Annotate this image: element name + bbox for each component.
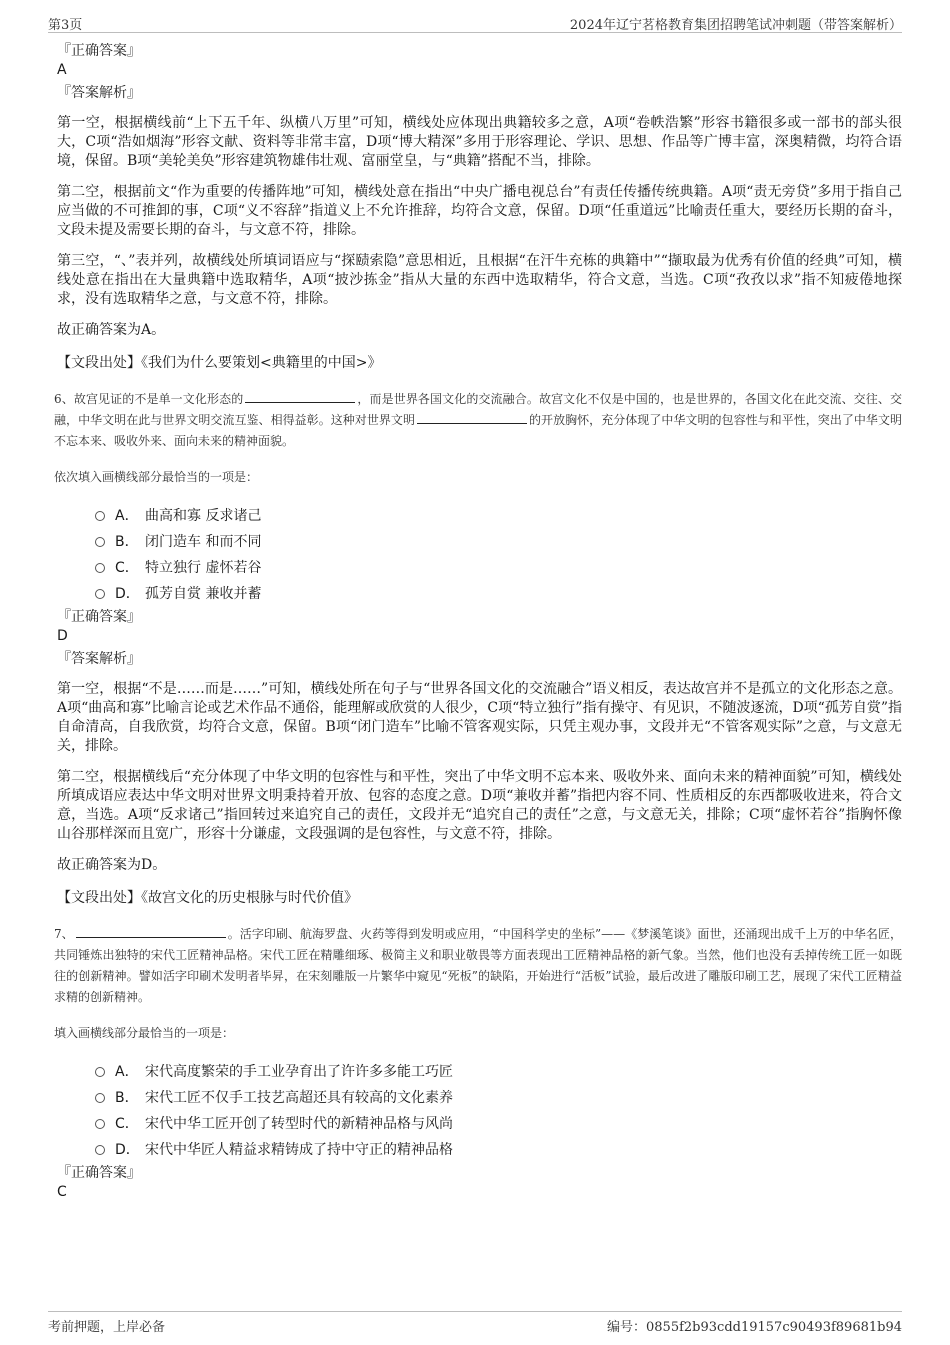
analysis-label: 『答案解析』 [57,85,141,101]
radio-icon[interactable] [95,563,105,573]
correct-answer-label: 『正确答案』 [57,43,141,59]
page-content [54,42,902,1202]
correct-answer-label: 『正确答案』 [57,609,141,625]
analysis-label: 『答案解析』 [57,651,141,667]
q6-options [95,502,902,606]
option-text: 孤芳自赏 兼收并蓄 [145,586,262,602]
q6-analysis-1: 第一空，根据“不是……而是……”可知，横线处所在句子与“世界各国文化的交流融合”语义相反，表达故宫并不是孤立的文化形态之意。A项“曲高和寡”比喻言论或艺术作品不通俗，能理解或欣赏的人很少，C项“特立独行”指有操守、有见识，不随波逐流，D项“孤芳自赏”指自命清高，自我欣赏，均符合文意，保留。B项“闭门造车”比喻不管客观实际，只凭主观办事，文段并无“不管客观实际”之意，与文意无关，排除。 [57,681,902,754]
q6-number: 6、 [54,392,74,406]
q6-blank-1 [245,390,355,403]
option-text: 宋代工匠不仅手工技艺高超还具有较高的文化素养 [145,1090,453,1106]
footer-slogan: 考前押题，上岸必备 [48,1320,166,1335]
q7-option-b[interactable] [95,1084,902,1110]
option-text: 宋代中华工匠开创了转型时代的新精神品格与风尚 [145,1116,453,1132]
q6-source: 【文段出处】《故宫文化的历史根脉与时代价值》 [57,890,358,906]
option-letter: A． [115,508,139,524]
q7-stem [54,924,902,1008]
option-text: 闭门造车 和而不同 [145,534,262,550]
q6-option-c[interactable] [95,554,902,580]
option-letter: C． [115,1116,139,1132]
page-number: 第3页 [48,18,83,33]
q6-conclusion: 故正确答案为D。 [57,857,167,873]
page-footer [48,1311,902,1336]
page-header [48,10,902,33]
q6-text-middle: ，而是世界各国文化的交流融合。故宫文化不仅是中国的，也是世界的，各国文化在此交流、交往、交融，中华文明在此与世界文明交流互鉴、相得益彰。这种对世界文明 [54,392,902,427]
q6-answer: D [57,628,68,644]
q5-answer: A [57,62,67,78]
q5-analysis-2: 第二空，根据前文“作为重要的传播阵地”可知，横线处意在指出“中央广播电视总台”有责任传播传统典籍。A项“责无旁贷”多用于指自己应当做的不可推卸的事，C项“义不容辞”指道义上不允许推辞，均符合文意，保留。D项“任重道远”比喻责任重大，要经历长期的奋斗，文段未提及需要长期的奋斗，与文意不符，排除。 [57,184,902,238]
option-text: 宋代高度繁荣的手工业孕育出了许许多多能工巧匠 [145,1064,453,1080]
q6-text-before: 故宫见证的不是单一文化形态的 [73,392,244,406]
radio-icon[interactable] [95,589,105,599]
q6-option-d[interactable] [95,580,902,606]
q6-blank-2 [417,411,527,424]
q7-blank [76,925,226,938]
q6-prompt: 依次填入画横线部分最恰当的一项是： [54,470,259,484]
q6-option-b[interactable] [95,528,902,554]
radio-icon[interactable] [95,1119,105,1129]
option-letter: D． [115,586,140,602]
q7-prompt: 填入画横线部分最恰当的一项是： [54,1026,235,1040]
radio-icon[interactable] [95,1145,105,1155]
option-text: 曲高和寡 反求诸己 [145,508,262,524]
option-text: 特立独行 虚怀若谷 [145,560,262,576]
correct-answer-label: 『正确答案』 [57,1165,141,1181]
option-letter: D． [115,1142,140,1158]
q6-option-a[interactable] [95,502,902,528]
radio-icon[interactable] [95,511,105,521]
radio-icon[interactable] [95,537,105,547]
q6-stem [54,389,902,452]
document-id: 编号：0855f2b93cdd19157c90493f89681b94 [607,1320,902,1335]
q7-option-d[interactable] [95,1136,902,1162]
q7-options [95,1058,902,1162]
option-letter: B． [115,534,139,550]
radio-icon[interactable] [95,1093,105,1103]
option-letter: C． [115,560,139,576]
radio-icon[interactable] [95,1067,105,1077]
option-letter: A． [115,1064,139,1080]
q7-option-a[interactable] [95,1058,902,1084]
q7-text: 。活字印刷、航海罗盘、火药等得到发明或应用，“中国科学史的坐标”——《梦溪笔谈》面世，还涌现出成千上万的中华名匠，共同锤炼出独特的宋代工匠精神品格。宋代工匠在精雕细琢、极简主义和职业敬畏等方面表现出工匠精神品格的新气象。当然，他们也没有丢掉传统工匠一如既往的创新精神。譬如活字印刷术发明者毕昇，在宋刻雕版一片繁华中窥见“死板”的缺陷，开始进行“活板”试验，最后改进了雕版印刷工艺，展现了宋代工匠精益求精的创新精神。 [54,927,902,1004]
q6-text-after: 的开放胸怀，充分体现了中华文明的包容性与和平性，突出了中华文明不忘本来、吸收外来、面向未来的精神面貌。 [54,413,902,448]
option-letter: B． [115,1090,139,1106]
q5-conclusion: 故正确答案为A。 [57,322,166,338]
q5-analysis-3: 第三空，“、”表并列，故横线处所填词语应与“探赜索隐”意思相近，且根据“在汗牛充栋的典籍中”“撷取最为优秀有价值的经典”可知，横线处意在指出在大量典籍中选取精华，A项“披沙拣金”指从大量的东西中选取精华，符合文意，当选。C项“孜孜以求”指不知疲倦地探求，没有选取精华之意，与文意不符，排除。 [57,253,902,307]
q7-number: 7、 [54,927,74,941]
option-text: 宋代中华匠人精益求精铸成了持中守正的精神品格 [145,1142,453,1158]
q7-option-c[interactable] [95,1110,902,1136]
q5-source: 【文段出处】《我们为什么要策划<典籍里的中国>》 [57,355,382,371]
q7-answer: C [57,1184,67,1200]
q5-analysis-1: 第一空，根据横线前“上下五千年、纵横八万里”可知，横线处应体现出典籍较多之意，A项“卷帙浩繁”形容书籍很多或一部书的部头很大，C项“浩如烟海”形容文献、资料等非常丰富，D项“博大精深”多用于形容理论、学识、思想、作品等广博丰富，深奥精微，均符合语境，保留。B项“美轮美奂”形容建筑物雄伟壮观、富丽堂皇，与“典籍”搭配不当，排除。 [57,115,902,169]
document-title: 2024年辽宁茗格教育集团招聘笔试冲刺题（带答案解析） [569,18,902,33]
q6-analysis-2: 第二空，根据横线后“充分体现了中华文明的包容性与和平性，突出了中华文明不忘本来、吸收外来、面向未来的精神面貌”可知，横线处所填成语应表达中华文明对世界文明秉持着开放、包容的态度之意。D项“兼收并蓄”指把内容不同、性质相反的东西都吸收进来，符合文意，当选。A项“反求诸己”指回转过来追究自己的责任，文段并无“追究自己的责任”之意，与文意无关，排除；C项“虚怀若谷”指胸怀像山谷那样深而且宽广，形容十分谦虚，文段强调的是包容性，与文意不符，排除。 [57,769,902,842]
